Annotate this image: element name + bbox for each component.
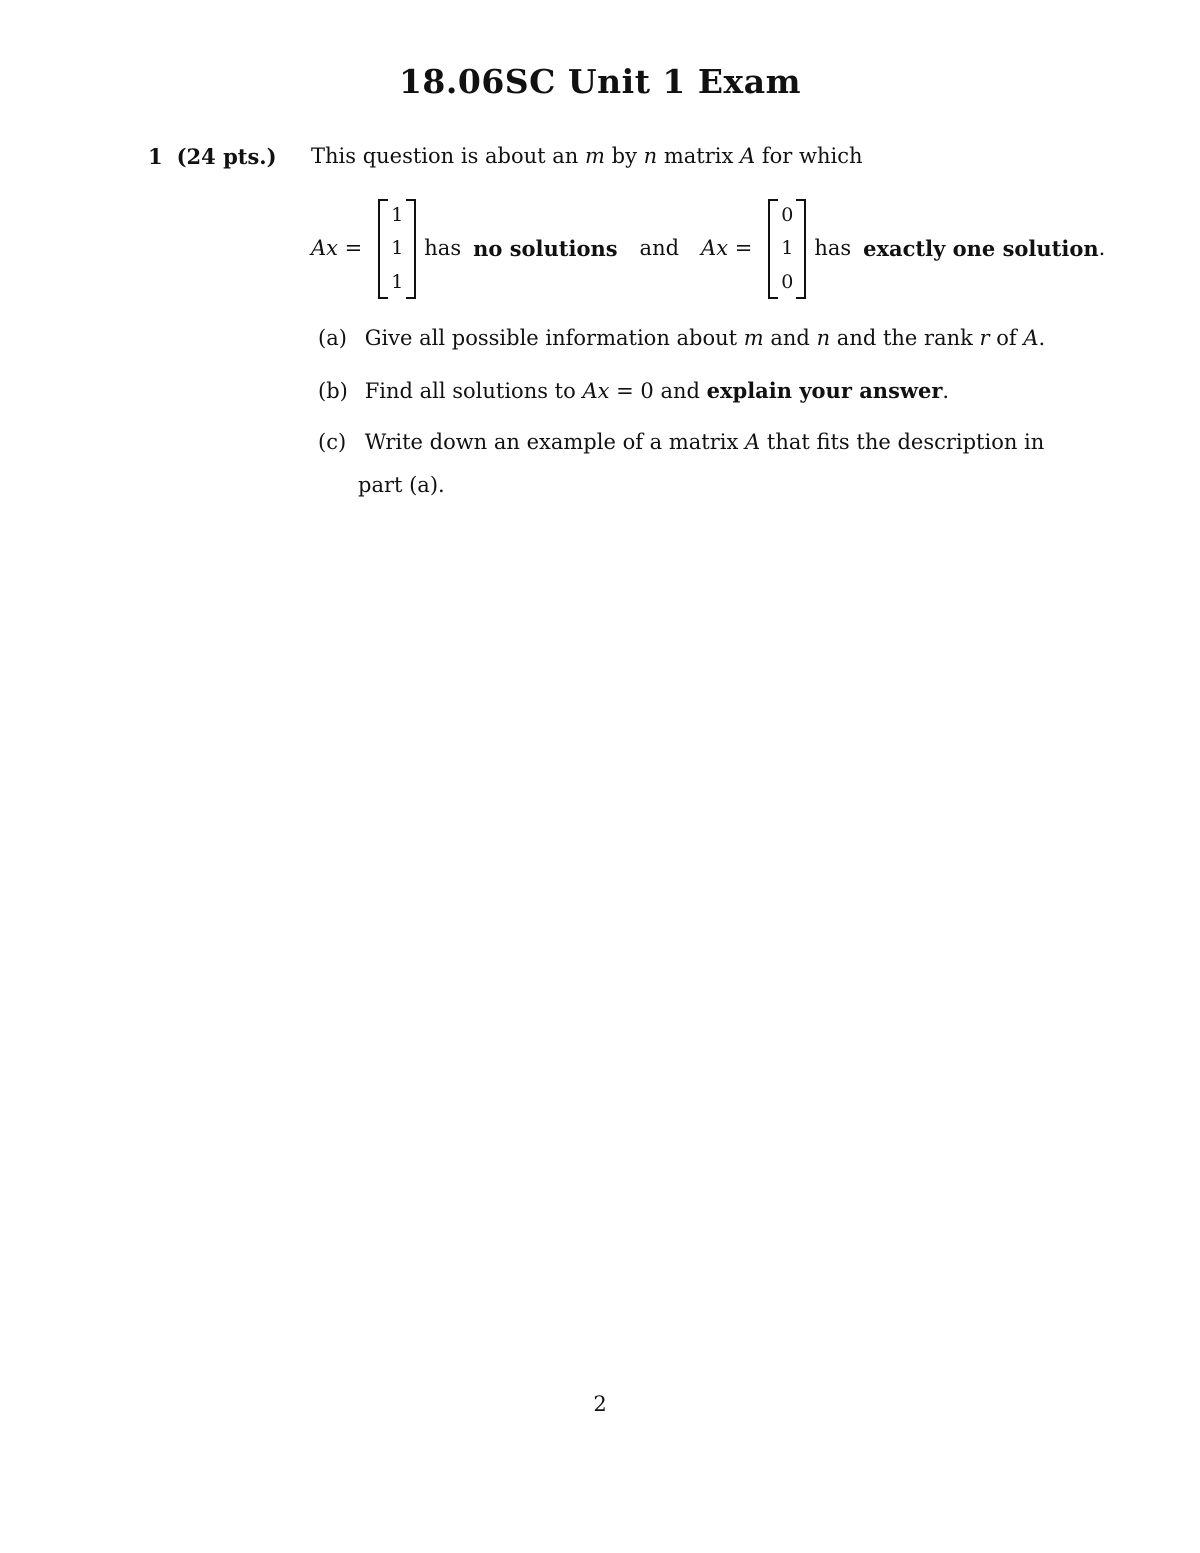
part-a-var-n: n [816, 326, 831, 350]
part-a-text: of [996, 326, 1017, 350]
page-title: 18.06SC Unit 1 Exam [398, 62, 802, 101]
part-a-var-r: r [979, 326, 990, 350]
intro-var-a: A [740, 144, 756, 168]
vector1-entry: 1 [391, 270, 404, 293]
vector2-entry: 0 [781, 204, 794, 227]
part-c-var-a: A [745, 430, 761, 454]
exactly-one-solution-text: exactly one solution [863, 235, 1099, 261]
equation-period: . [1098, 236, 1106, 260]
part-b-var-ax: Ax [582, 379, 610, 403]
vector-zero-one-zero [768, 199, 806, 297]
intro-var-m: m [585, 144, 605, 168]
part-a-text: and [770, 326, 810, 350]
intro-text-3: matrix [663, 144, 734, 168]
vector1-entry: 1 [391, 237, 404, 260]
vector2-entry: 1 [781, 237, 794, 260]
vector1-entry: 1 [391, 204, 404, 227]
part-a-var-m: m [743, 326, 764, 350]
part-c-continuation: part (a). [358, 473, 445, 497]
question-intro [311, 144, 863, 168]
part-b-period: . [942, 379, 950, 403]
part-b-emphasis: explain your answer [706, 378, 943, 403]
vector-one-one-one [378, 199, 416, 297]
equation-lhs-2: Ax = [701, 236, 753, 260]
vector2-entry: 0 [781, 270, 794, 293]
question-number: 1 [148, 144, 163, 169]
part-b-text: = 0 and [616, 379, 700, 403]
part-a-label: (a) [318, 326, 347, 350]
page-number: 2 [593, 1392, 607, 1416]
part-c-text: that fits the description in [766, 430, 1045, 454]
question-label [148, 144, 277, 169]
part-c [318, 430, 1044, 454]
part-a-period: . [1038, 326, 1046, 350]
part-c-label: (c) [318, 430, 347, 454]
part-a-text: and the rank [836, 326, 973, 350]
part-a [318, 326, 1045, 350]
and-text: and [639, 236, 680, 260]
has-text-2: has [814, 236, 852, 260]
intro-text-1: This question is about an [311, 144, 579, 168]
part-b-text: Find all solutions to [364, 379, 576, 403]
equations-row [311, 198, 1171, 298]
part-a-text: Give all possible information about [364, 326, 738, 350]
part-b-label: (b) [318, 379, 348, 403]
part-b [318, 378, 949, 403]
intro-var-n: n [643, 144, 658, 168]
part-a-var-a: A [1023, 326, 1039, 350]
equation-lhs-1: Ax = [311, 236, 363, 260]
has-text-1: has [424, 236, 462, 260]
question-points: (24 pts.) [176, 144, 277, 169]
no-solutions-text: no solutions [473, 235, 618, 261]
intro-text-2: by [611, 144, 637, 168]
part-c-text: Write down an example of a matrix [364, 430, 739, 454]
intro-text-4: for which [761, 144, 863, 168]
